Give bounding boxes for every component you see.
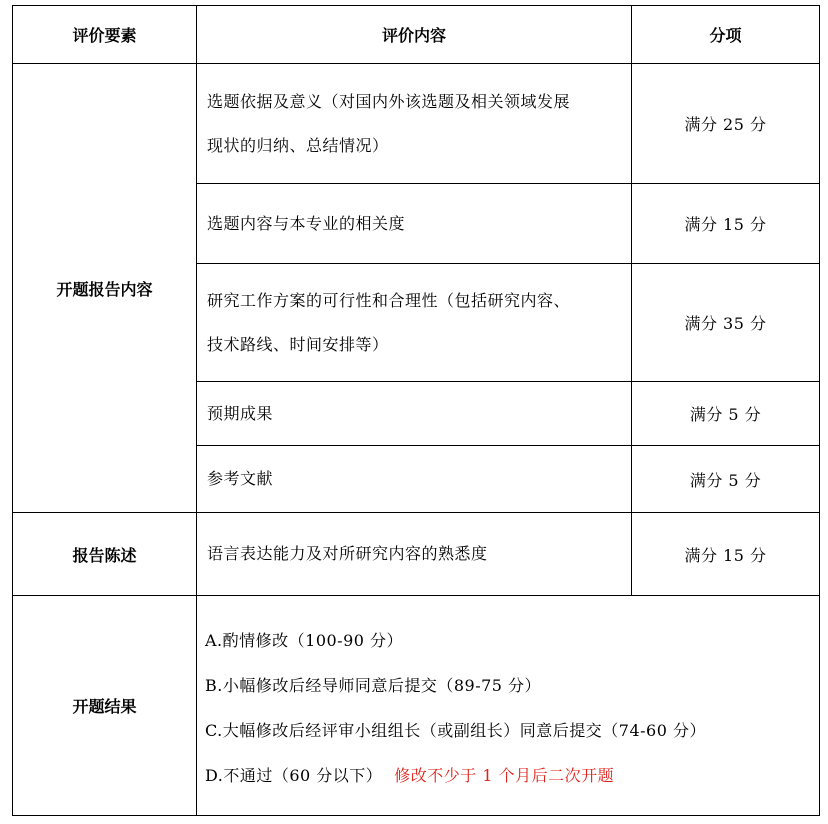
result-options-cell bbox=[197, 596, 820, 816]
content-cell: 参考文献 bbox=[197, 446, 632, 513]
table-row bbox=[13, 64, 820, 184]
content-cell: 选题内容与本专业的相关度 bbox=[197, 184, 632, 264]
table-row bbox=[13, 596, 820, 816]
result-option-d: D.不通过（60 分以下） bbox=[205, 765, 383, 785]
score-cell: 满分 35 分 bbox=[632, 264, 820, 382]
result-option-d-line bbox=[205, 753, 811, 798]
content-line: 选题依据及意义（对国内外该选题及相关领域发展 bbox=[207, 91, 571, 111]
content-cell bbox=[197, 64, 632, 184]
result-option-b: B.小幅修改后经导师同意后提交（89-75 分） bbox=[205, 675, 542, 695]
score-cell: 满分 5 分 bbox=[632, 382, 820, 446]
table-row bbox=[13, 513, 820, 596]
result-option-a: A.酌情修改（100-90 分） bbox=[205, 630, 404, 650]
category-presentation: 报告陈述 bbox=[13, 513, 197, 596]
content-line: 技术路线、时间安排等） bbox=[207, 334, 389, 354]
result-red-note: 修改不少于 1 个月后二次开题 bbox=[394, 765, 615, 785]
score-cell: 满分 5 分 bbox=[632, 446, 820, 513]
evaluation-table bbox=[12, 5, 820, 816]
table-header-row bbox=[13, 6, 820, 64]
content-line: 现状的归纳、总结情况） bbox=[207, 135, 389, 155]
header-score: 分项 bbox=[632, 6, 820, 64]
score-cell: 满分 15 分 bbox=[632, 513, 820, 596]
score-cell: 满分 25 分 bbox=[632, 64, 820, 184]
content-line: 研究工作方案的可行性和合理性（包括研究内容、 bbox=[207, 290, 571, 310]
result-option-c: C.大幅修改后经评审小组组长（或副组长）同意后提交（74-60 分） bbox=[205, 720, 706, 740]
content-cell: 预期成果 bbox=[197, 382, 632, 446]
content-cell: 语言表达能力及对所研究内容的熟悉度 bbox=[197, 513, 632, 596]
score-cell: 满分 15 分 bbox=[632, 184, 820, 264]
category-report-content: 开题报告内容 bbox=[13, 64, 197, 513]
category-result: 开题结果 bbox=[13, 596, 197, 816]
header-criteria: 评价要素 bbox=[13, 6, 197, 64]
content-cell bbox=[197, 264, 632, 382]
header-content: 评价内容 bbox=[197, 6, 632, 64]
